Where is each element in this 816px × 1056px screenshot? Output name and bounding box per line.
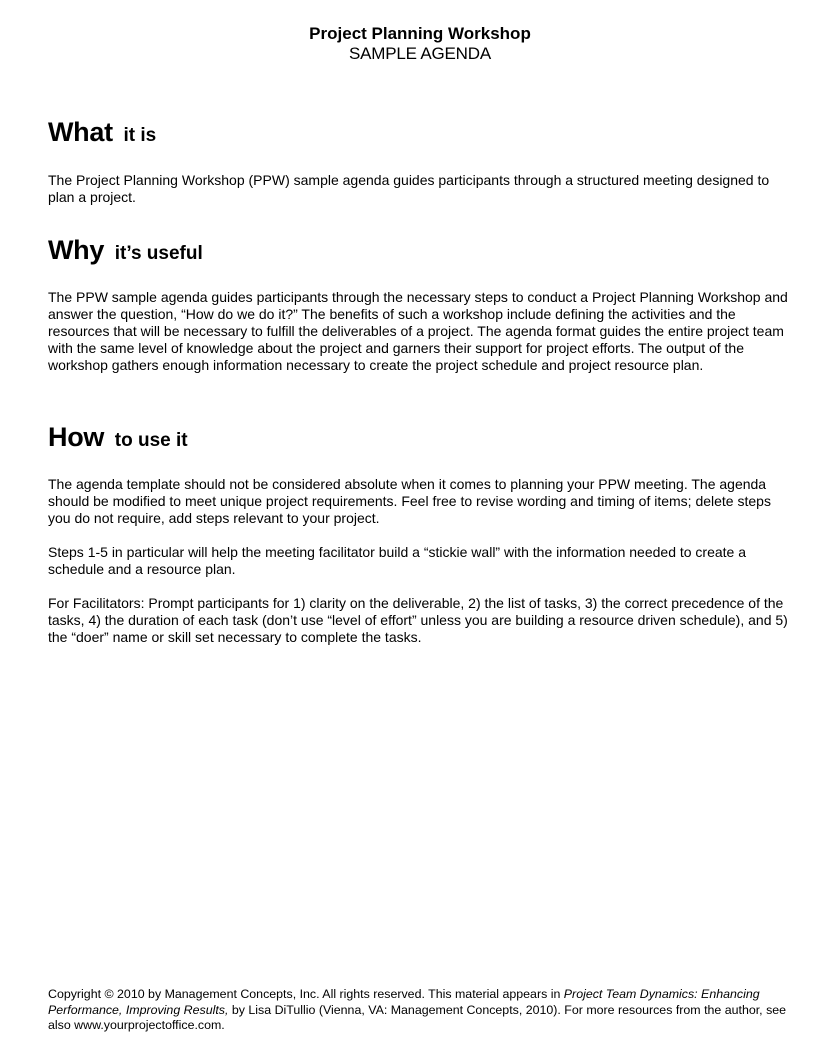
document-header — [0, 24, 816, 64]
section-what-it-is — [48, 116, 793, 206]
heading-rest: it is — [123, 125, 157, 146]
section-why-its-useful — [48, 234, 793, 374]
section-how-to-use-it — [48, 421, 793, 646]
section-heading — [48, 421, 793, 457]
heading-main: How — [48, 422, 105, 452]
footer-prefix: Copyright © 2010 by Management Concepts, Inc. All rights reserved. This material appears in — [48, 987, 564, 1001]
heading-rest: it’s useful — [114, 243, 203, 264]
section-body — [48, 476, 793, 646]
heading-main: What — [48, 117, 113, 147]
heading-main: Why — [48, 235, 105, 265]
section-paragraph: The agenda template should not be considered absolute when it comes to planning your PPW meeting. The agenda should be modified to meet unique project requirements. Feel free to revise wording and timing of items; delete steps you do not require, add steps relevant to your project. — [48, 476, 771, 526]
section-heading — [48, 234, 793, 270]
footer-suffix: by Lisa DiTullio (Vienna, VA: Management Concepts, 2010). For more resources from the author, see also www.yourprojectoffice.com. — [48, 1002, 787, 1032]
section-paragraph: The Project Planning Workshop (PPW) sample agenda guides participants through a structured meeting designed to plan a project. — [48, 172, 770, 205]
section-paragraph: For Facilitators: Prompt participants for 1) clarity on the deliverable, 2) the list of tasks, 3) the correct precedence of the tasks, 4) the duration of each task (don’t use “level of effort” unless you are building a resource driven schedule), and 5) the “doer” name or skill set necessary to complete the tasks. — [48, 595, 788, 645]
footer-book-title: Project Team Dynamics: Enhancing Performance, Improving Results, — [48, 987, 760, 1017]
section-paragraph: Steps 1-5 in particular will help the meeting facilitator build a “stickie wall” with the information needed to create a schedule and a resource plan. — [48, 544, 747, 577]
heading-rest: to use it — [114, 430, 188, 451]
document-title: Project Planning Workshop — [309, 24, 531, 43]
document-subtitle: SAMPLE AGENDA — [349, 44, 491, 63]
section-heading — [48, 116, 793, 152]
section-body — [48, 289, 793, 374]
section-paragraph: The PPW sample agenda guides participants through the necessary steps to conduct a Project Planning Workshop and answer the question, “How do we do it?” The benefits of such a workshop include defining the activities and the resources that will be necessary to fulfill the deliverables of a project. The agenda format guides the entire project team with the same level of knowledge about the project and garners their support for project efforts. The output of the workshop gathers enough information necessary to create the project schedule and project resource plan. — [48, 289, 788, 373]
copyright-footer — [48, 987, 788, 1034]
